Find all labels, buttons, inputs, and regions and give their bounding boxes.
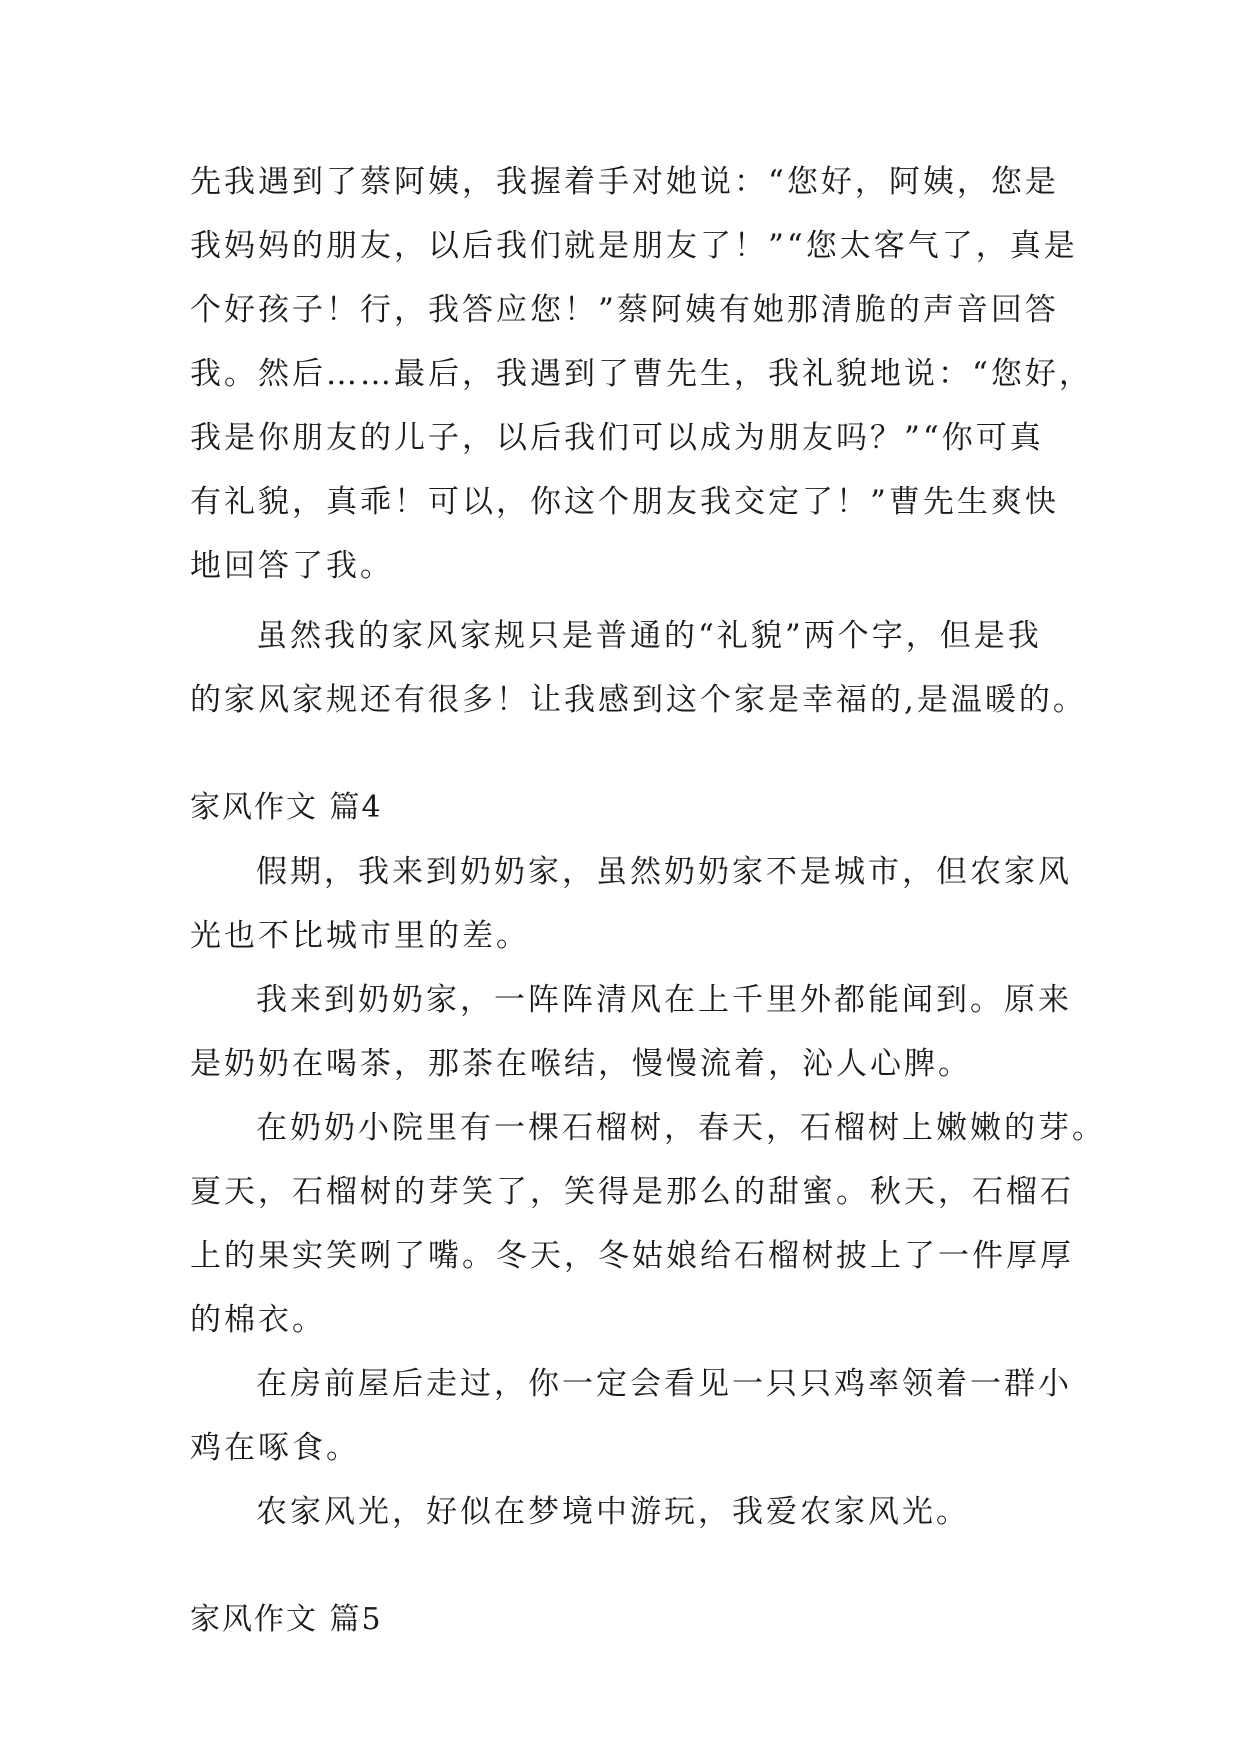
text-line: 我来到奶奶家，一阵阵清风在上千里外都能闻到。原来 <box>256 982 1072 1018</box>
paragraph <box>190 604 1087 732</box>
text-line: 在奶奶小院里有一棵石榴树，春天，石榴树上嫩嫩的芽。 <box>256 1110 1106 1146</box>
paragraph <box>190 968 1072 1096</box>
text-line: 先我遇到了蔡阿姨，我握着手对她说：“您好，阿姨，您是 <box>190 164 1059 200</box>
text-line: 在房前屋后走过，你一定会看见一只只鸡率领着一群小 <box>256 1366 1072 1402</box>
text-line: 的家风家规还有很多！让我感到这个家是幸福的,是温暖的。 <box>190 682 1087 718</box>
document-page <box>190 150 1106 1652</box>
text-line: 光也不比城市里的差。 <box>190 918 530 954</box>
text-line: 虽然我的家风家规只是普通的“礼貌”两个字，但是我 <box>256 618 1042 654</box>
paragraph <box>190 840 1072 968</box>
section-spacer <box>190 732 1060 776</box>
text-line: 我妈妈的朋友，以后我们就是朋友了！”“您太客气了，真是 <box>190 228 1078 264</box>
section-heading: 家风作文 篇4 <box>190 790 383 825</box>
paragraph <box>190 1480 1060 1544</box>
text-line: 夏天，石榴树的芽笑了，笑得是那么的甜蜜。秋天，石榴石 <box>190 1174 1074 1210</box>
text-line: 是奶奶在喝茶，那茶在喉结，慢慢流着，沁人心脾。 <box>190 1046 972 1082</box>
text-line: 我。然后……最后，我遇到了曹先生，我礼貌地说：“您好， <box>190 356 1093 392</box>
text-line: 地回答了我。 <box>190 548 394 584</box>
text-line: 假期，我来到奶奶家，虽然奶奶家不是城市，但农家风 <box>256 854 1072 890</box>
text-line: 上的果实笑咧了嘴。冬天，冬姑娘给石榴树披上了一件厚厚 <box>190 1238 1074 1274</box>
text-line: 鸡在啄食。 <box>190 1430 360 1466</box>
text-line: 个好孩子！行，我答应您！”蔡阿姨有她那清脆的声音回答 <box>190 292 1059 328</box>
section-spacer <box>190 1544 1060 1588</box>
text-line: 的棉衣。 <box>190 1302 326 1338</box>
text-line: 我是你朋友的儿子，以后我们可以成为朋友吗？”“你可真 <box>190 420 1044 456</box>
text-line: 有礼貌，真乖！可以，你这个朋友我交定了！”曹先生爽快 <box>190 484 1059 520</box>
section-heading: 家风作文 篇5 <box>190 1602 383 1637</box>
paragraph <box>190 150 1093 598</box>
text-line: 农家风光，好似在梦境中游玩，我爱农家风光。 <box>256 1494 970 1530</box>
paragraph <box>190 1096 1106 1352</box>
paragraph <box>190 1352 1072 1480</box>
